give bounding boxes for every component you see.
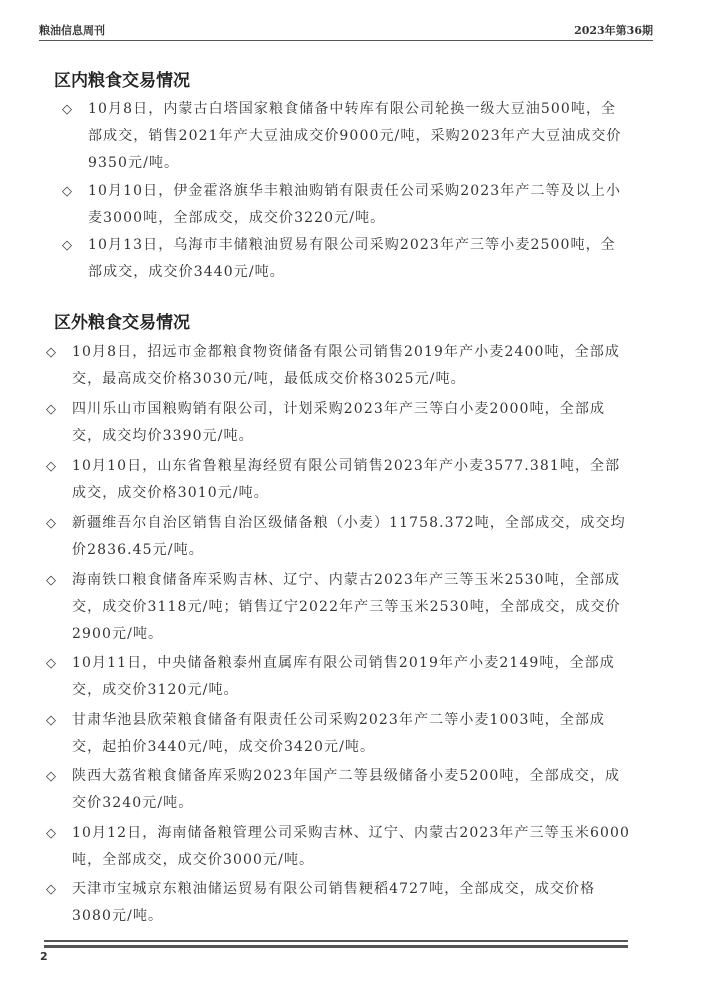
- publication-name: 粮油信息周刊: [39, 24, 105, 37]
- diamond-bullet-icon: ◇: [62, 238, 74, 253]
- list-item: [46, 650, 630, 704]
- list-item-text: 新疆维吾尔自治区销售自治区级储备粮（小麦）11758.372吨，全部成交，成交均价2836.45元/吨。: [72, 515, 626, 558]
- diamond-bullet-icon: ◇: [62, 102, 74, 117]
- footer-rule: [44, 940, 628, 942]
- list-item: [46, 707, 630, 761]
- diamond-bullet-icon: ◇: [46, 656, 58, 671]
- list-item-text: 海南铁口粮食储备库采购吉林、辽宁、内蒙古2023年产三等玉米2530吨，全部成交，成交价3118元/吨；销售辽宁2022年产三等玉米2530吨，全部成交，成交价2900元/吨。: [72, 572, 621, 642]
- list-item: [46, 820, 630, 874]
- page-number: 2: [40, 950, 48, 963]
- list-item-text: 10月13日，乌海市丰储粮油贸易有限公司采购2023年产三等小麦2500吨，全部成交，成交价3440元/吨。: [88, 237, 616, 280]
- list-item-text: 10月8日，招远市金都粮食物资储备有限公司销售2019年产小麦2400吨，全部成交，最高成交价格3030元/吨，最低成交价格3025元/吨。: [72, 344, 620, 387]
- list-item-text: 陕西大荔省粮食储备库采购2023年国产二等县级储备小麦5200吨，全部成交，成交价3240元/吨。: [72, 768, 621, 811]
- header-rule: [39, 40, 653, 41]
- diamond-bullet-icon: ◇: [46, 769, 58, 784]
- diamond-bullet-icon: ◇: [46, 345, 58, 360]
- page-header: [39, 22, 653, 40]
- list-item: [46, 763, 630, 817]
- diamond-bullet-icon: ◇: [46, 573, 58, 588]
- list-item-text: 10月10日，伊金霍洛旗华丰粮油购销有限责任公司采购2023年产二等及以上小麦3000吨，全部成交，成交价3220元/吨。: [88, 183, 622, 226]
- diamond-bullet-icon: ◇: [46, 459, 58, 474]
- list-item: [46, 876, 630, 930]
- diamond-bullet-icon: ◇: [46, 516, 58, 531]
- list-item-text: 10月12日，海南储备粮管理公司采购吉林、辽宁、内蒙古2023年产三等玉米6000吨，全部成交，成交价3000元/吨。: [72, 825, 630, 868]
- list-item-text: 10月10日，山东省鲁粮星海经贸有限公司销售2023年产小麦3577.381吨，全部成交，成交价格3010元/吨。: [72, 458, 621, 501]
- list-item-text: 10月11日，中央储备粮泰州直属库有限公司销售2019年产小麦2149吨，全部成交，成交价3120元/吨。: [72, 655, 615, 698]
- list-item-text: 四川乐山市国粮购销有限公司，计划采购2023年产三等白小麦2000吨，全部成交，成交均价3390元/吨。: [72, 401, 606, 444]
- list-item: [62, 232, 622, 286]
- diamond-bullet-icon: ◇: [46, 882, 58, 897]
- diamond-bullet-icon: ◇: [46, 826, 58, 841]
- list-item: [46, 339, 630, 393]
- list-item-text: 天津市宝城京东粮油储运贸易有限公司销售粳稻4727吨，全部成交，成交价格3080元/吨。: [72, 881, 596, 924]
- list-item: [46, 567, 630, 648]
- footer-rule: [44, 945, 628, 948]
- list-item-text: 甘肃华池县欣荣粮食储备有限责任公司采购2023年产二等小麦1003吨，全部成交，起拍价3440元/吨，成交价3420元/吨。: [72, 712, 606, 755]
- diamond-bullet-icon: ◇: [62, 184, 74, 199]
- list-item-text: 10月8日，内蒙古白塔国家粮食储备中转库有限公司轮换一级大豆油500吨，全部成交，销售2021年产大豆油成交价9000元/吨，采购2023年产大豆油成交价9350元/吨。: [88, 101, 622, 171]
- section-title-external: 区外粮食交易情况: [54, 313, 190, 333]
- issue-number: 2023年第36期: [574, 24, 653, 37]
- section-title-regional: 区内粮食交易情况: [54, 71, 190, 91]
- list-item: [62, 178, 622, 232]
- list-item: [62, 96, 622, 177]
- diamond-bullet-icon: ◇: [46, 402, 58, 417]
- diamond-bullet-icon: ◇: [46, 713, 58, 728]
- list-item: [46, 510, 630, 564]
- list-item: [46, 453, 630, 507]
- list-item: [46, 396, 630, 450]
